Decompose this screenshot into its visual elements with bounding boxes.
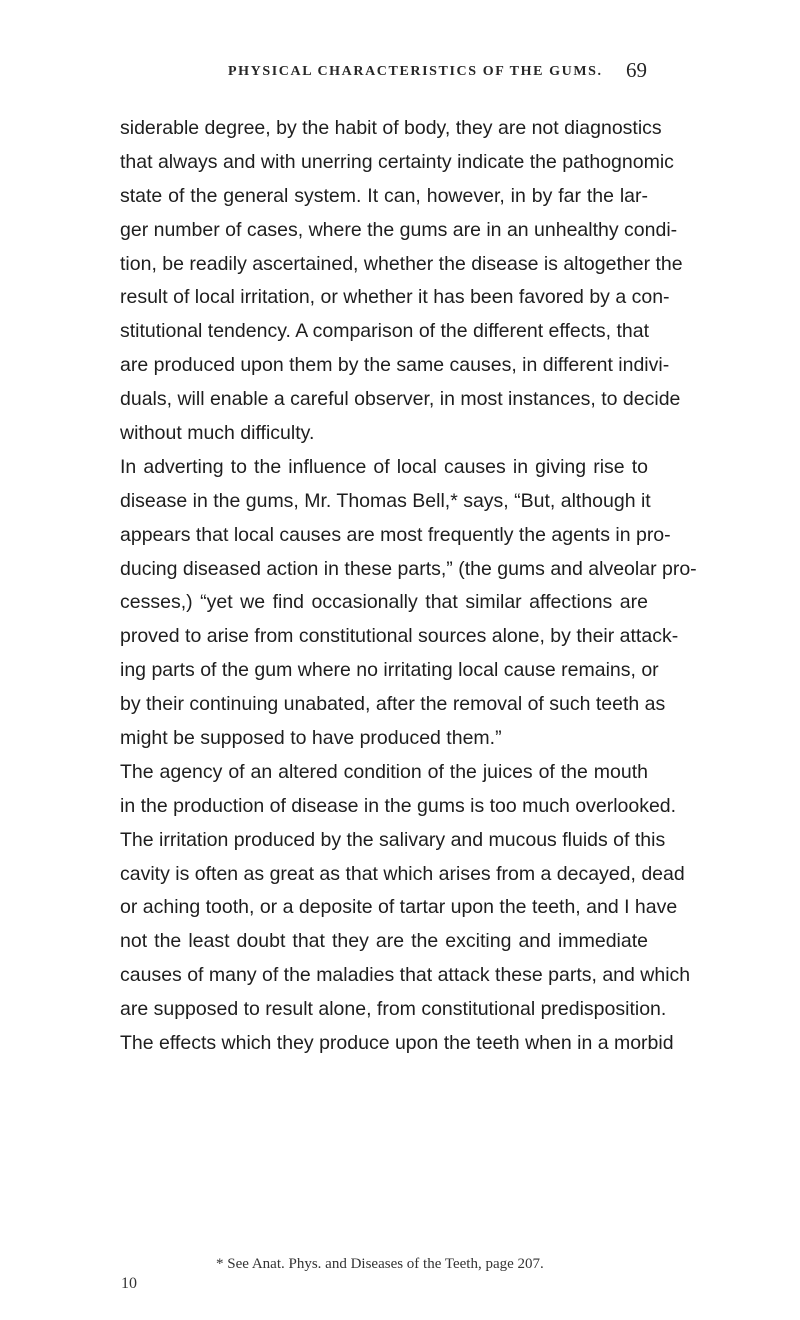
text-line: or aching tooth, or a deposite of tartar upon the teeth, and I have xyxy=(120,896,678,919)
text-line: cesses,) “yet we find occasionally that similar affections are xyxy=(120,591,648,614)
text-line: The irritation produced by the salivary and mucous fluids of this xyxy=(120,828,666,851)
text-line: duals, will enable a careful observer, in most instances, to decide xyxy=(120,388,681,411)
text-line: ing parts of the gum where no irritating local cause remains, or xyxy=(120,659,659,682)
text-line: ducing diseased action in these parts,” (the gums and alveolar pro- xyxy=(120,557,697,580)
text-line: without much difficulty. xyxy=(120,422,315,445)
text-line: in the production of disease in the gums is too much overlooked. xyxy=(120,794,677,817)
text-line: are supposed to result alone, from constitutional predisposition. xyxy=(120,998,667,1021)
text-line: are produced upon them by the same causes, in different indivi- xyxy=(120,354,670,377)
text-line: The effects which they produce upon the teeth when in a morbid xyxy=(120,1032,674,1055)
text-line: by their continuing unabated, after the removal of such teeth as xyxy=(120,693,666,716)
body-text xyxy=(120,112,697,1061)
text-line: tion, be readily ascertained, whether the disease is altogether the xyxy=(120,252,683,275)
footnote: * See Anat. Phys. and Diseases of the Teeth, page 207. xyxy=(216,1256,544,1272)
text-line: ger number of cases, where the gums are in an unhealthy condi- xyxy=(120,218,678,241)
page-header xyxy=(0,58,800,92)
text-line: not the least doubt that they are the exciting and immediate xyxy=(120,930,648,953)
running-head: PHYSICAL CHARACTERISTICS OF THE GUMS. xyxy=(228,64,603,79)
text-line: appears that local causes are most frequently the agents in pro- xyxy=(120,523,671,546)
text-line: disease in the gums, Mr. Thomas Bell,* says, “But, although it xyxy=(120,489,651,512)
signature-mark: 10 xyxy=(121,1275,137,1292)
text-line: might be supposed to have produced them.” xyxy=(120,727,502,750)
text-line: The agency of an altered condition of the juices of the mouth xyxy=(120,760,648,783)
page-number: 69 xyxy=(626,58,647,82)
text-line: siderable degree, by the habit of body, they are not diagnostics xyxy=(120,117,662,139)
text-line: that always and with unerring certainty indicate the pathognomic xyxy=(120,150,674,173)
text-line: state of the general system. It can, however, in by far the lar- xyxy=(120,184,648,207)
text-line: proved to arise from constitutional sources alone, by their attack- xyxy=(120,625,679,648)
text-line: stitutional tendency. A comparison of the different effects, that xyxy=(120,320,649,343)
text-line: causes of many of the maladies that attack these parts, and which xyxy=(120,964,691,987)
text-line: result of local irritation, or whether it has been favored by a con- xyxy=(120,286,670,309)
text-line: In adverting to the influence of local causes in giving rise to xyxy=(120,455,648,478)
text-line: cavity is often as great as that which arises from a decayed, dead xyxy=(120,862,685,885)
